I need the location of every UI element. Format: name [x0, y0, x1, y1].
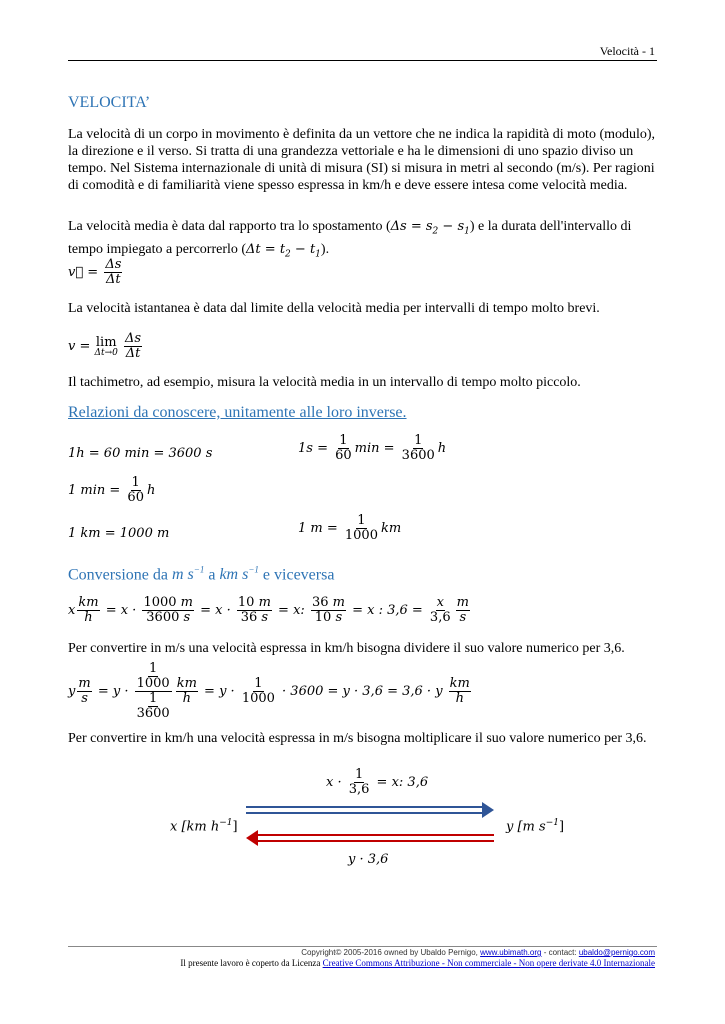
email-link[interactable]: ubaldo@pernigo.com — [578, 948, 655, 957]
minute-hour-relation: 1 min = $\frac{1}{60}$ h — [68, 475, 156, 505]
diagram-left-label: x [km $h^{-1}$] — [170, 818, 238, 835]
conversion-heading: Conversione da m $s^{-1}$ a km $s^{-1}$ e viceversa — [68, 565, 335, 584]
second-hour-relation: 1s = $\frac{1}{60}$ min = $\frac{1}{3600}$ h — [298, 433, 447, 463]
diagram-top-formula: x · $\frac{1}{3,6}$ = x: 3,6 — [326, 767, 429, 797]
header-rule — [68, 60, 657, 61]
avg-text-b: ) e la durata dell'intervallo di tempo impiegato a percorrerlo ( — [68, 219, 632, 257]
divide-paragraph: Per convertire in m/s una velocità espressa in km/h bisogna dividere il suo valore numerico per 3,6. — [68, 641, 625, 656]
license-prefix: Il presente lavoro è coperto da Licenza — [180, 958, 323, 968]
instantaneous-paragraph: La velocità istantanea è data dal limite della velocità media per intervalli di tempo molto brevi. — [68, 301, 600, 316]
site-link[interactable]: www.ubimath.org — [480, 948, 542, 957]
relations-heading: Relazioni da conoscere, unitamente alle loro inverse. — [68, 404, 407, 421]
contact-text: - contact: — [541, 948, 579, 957]
page-header-label: Velocità - 1 — [599, 44, 655, 58]
avg-velocity-formula: v⃗ = $\frac{\Delta s}{\Delta t}$ — [68, 257, 122, 287]
footer-rule — [68, 946, 657, 947]
conv-heading-a: Conversione da — [68, 566, 172, 584]
ms-to-kmh-formula: y $\frac{m}{s}$ = y · $\frac{\frac{1}{1000}}{\frac{1}{3600}}$ $\frac{km}{h}$ = y · $\frac{1}{1000}$ · 3600 = y · 3,6 = 3,6 · y $\frac{km}{h}$ — [68, 661, 470, 721]
limit-formula: v = lim Δt→0 $\frac{\Delta s}{\Delta t}$ — [68, 331, 142, 361]
m-km-relation: 1 m = $\frac{1}{1000}$ km — [298, 513, 402, 543]
speedometer-paragraph: Il tachimetro, ad esempio, misura la velocità media in un intervallo di tempo molto piccolo. — [68, 375, 581, 390]
arrow-right — [246, 802, 494, 818]
duration-formula: $\Delta t = t_2 - t_1$ — [246, 241, 321, 260]
diagram-bottom-formula: y · 3,6 — [348, 852, 389, 867]
kmh-to-ms-formula: x $\frac{km}{h}$ = x · $\frac{1000 m}{3600 s}$ = x · $\frac{10 m}{36 s}$ = x: $\frac{36 m}{10 s}$ = x : 3,6 = $\frac{x}{3,6}$ $\frac{m}{s}$ — [68, 595, 469, 625]
page-title: VELOCITA’ — [68, 94, 151, 111]
multiply-paragraph: Per convertire in km/h una velocità espressa in m/s bisogna moltiplicare il suo valore numerico per 3,6. — [68, 731, 647, 746]
average-velocity-paragraph — [68, 218, 658, 263]
license-link[interactable]: Creative Commons Attribuzione - Non commerciale - Non opere derivate 4.0 Internazionale — [322, 958, 655, 968]
km-m-relation: 1 km = 1000 m — [68, 526, 170, 541]
footer-copyright — [301, 948, 655, 957]
displacement-formula: $\Delta s = s_2 - s_1$ — [390, 219, 470, 237]
copyright-text: Copyright© 2005-2016 owned by Ubaldo Pernigo, — [301, 948, 481, 957]
avg-text-a: La velocità media è data dal rapporto tra lo spostamento ( — [68, 219, 391, 234]
right-label-text: y [m s — [506, 819, 546, 835]
arrow-left — [246, 830, 494, 846]
conv-heading-b: a — [204, 566, 220, 584]
left-label-text: x [km h — [170, 819, 220, 835]
intro-paragraph: La velocità di un corpo in movimento è definita da un vettore che ne indica la rapidità di moto (modulo), la direzione e il verso. Si tratta di una grandezza vettoriale e ha le dimensioni di uno spazio diviso un tempo. Nel Sistema internazionale di unità di misura (SI) si misura in metri al secondo (m/s). Per ragioni di comodità e di familiarità viene spesso espressa in km/h e deve essere intesa come velocità media. — [68, 127, 656, 193]
avg-text-c: ). — [320, 241, 330, 257]
diagram-right-label: y [m $s^{-1}$] — [506, 818, 565, 835]
footer-license — [180, 958, 655, 968]
hour-seconds-relation: 1h = 60 min = 3600 s — [68, 446, 213, 461]
conv-heading-c: e viceversa — [258, 566, 335, 584]
conversion-arrows — [240, 800, 500, 848]
